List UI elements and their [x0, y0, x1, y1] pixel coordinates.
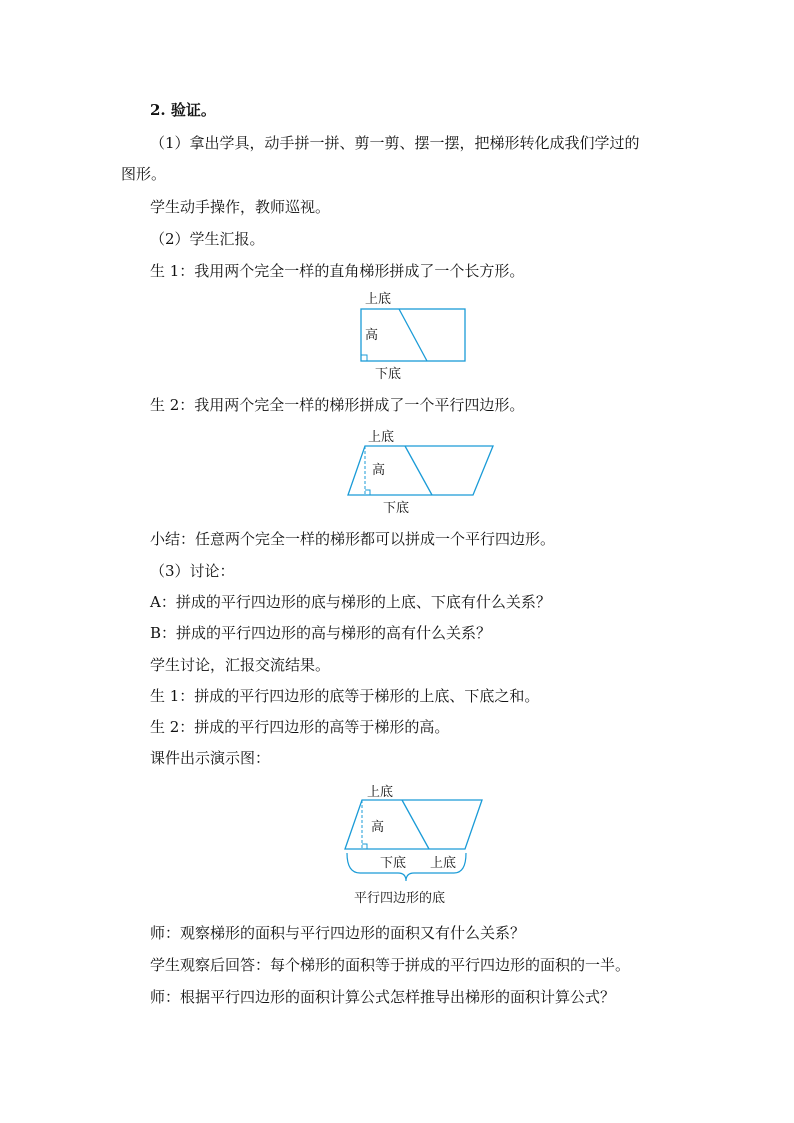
- question-a: A：拼成的平行四边形的底与梯形的上底、下底有什么关系？: [150, 593, 551, 611]
- label-parallelogram-base: 平行四边形的底: [354, 891, 446, 906]
- teacher-question-1: 师：观察梯形的面积与平行四边形的面积又有什么关系？: [150, 924, 526, 942]
- right-angle-mark: [365, 490, 370, 495]
- label-top-base: 上底: [367, 785, 394, 800]
- rectangle-figure: [355, 286, 475, 386]
- label-top-base: 上底: [368, 430, 395, 445]
- courseware-text: 课件出示演示图：: [150, 749, 271, 767]
- student1-report: 生 1：我用两个完全一样的直角梯形拼成了一个长方形。: [150, 262, 525, 280]
- step1-text-cont: 图形。: [121, 165, 167, 183]
- parallelogram-outline: [348, 446, 493, 495]
- label-top-base: 上底: [365, 292, 392, 307]
- label-bottom-base: 下底: [380, 856, 407, 871]
- label-top-base-2: 上底: [430, 856, 457, 871]
- label-height: 高: [365, 328, 379, 343]
- step3-text: （3）讨论：: [150, 562, 235, 580]
- label-bottom-base: 下底: [375, 367, 402, 382]
- student2-answer: 生 2：拼成的平行四边形的高等于梯形的高。: [150, 718, 450, 736]
- trapezoid-divider: [402, 800, 429, 849]
- demo-figure: [340, 781, 490, 915]
- student2-report: 生 2：我用两个完全一样的梯形拼成了一个平行四边形。: [150, 396, 525, 414]
- teacher-question-2: 师：根据平行四边形的面积计算公式怎样推导出梯形的面积计算公式？: [150, 988, 616, 1006]
- summary-text: 小结：任意两个完全一样的梯形都可以拼成一个平行四边形。: [150, 530, 556, 548]
- step1-text: （1）拿出学具，动手拼一拼、剪一剪、摆一摆，把梯形转化成我们学过的: [150, 134, 640, 152]
- trapezoid-divider: [399, 309, 427, 361]
- student1-answer: 生 1：拼成的平行四边形的底等于梯形的上底、下底之和。: [150, 687, 540, 705]
- operate-text: 学生动手操作，教师巡视。: [150, 198, 331, 216]
- parallelogram-outline: [345, 800, 482, 849]
- right-angle-mark: [362, 844, 367, 849]
- step2-text: （2）学生汇报。: [150, 230, 265, 248]
- students-answer: 学生观察后回答：每个梯形的面积等于拼成的平行四边形的面积的一半。: [150, 956, 631, 974]
- label-height: 高: [371, 820, 385, 835]
- trapezoid-divider: [405, 446, 432, 495]
- right-angle-mark: [361, 355, 367, 361]
- question-b: B：拼成的平行四边形的高与梯形的高有什么关系？: [150, 624, 492, 642]
- section-heading: 2. 验证。: [150, 101, 216, 119]
- label-bottom-base: 下底: [383, 501, 410, 516]
- label-height: 高: [372, 463, 386, 478]
- discuss-text: 学生讨论，汇报交流结果。: [150, 656, 331, 674]
- parallelogram-figure: [345, 424, 495, 520]
